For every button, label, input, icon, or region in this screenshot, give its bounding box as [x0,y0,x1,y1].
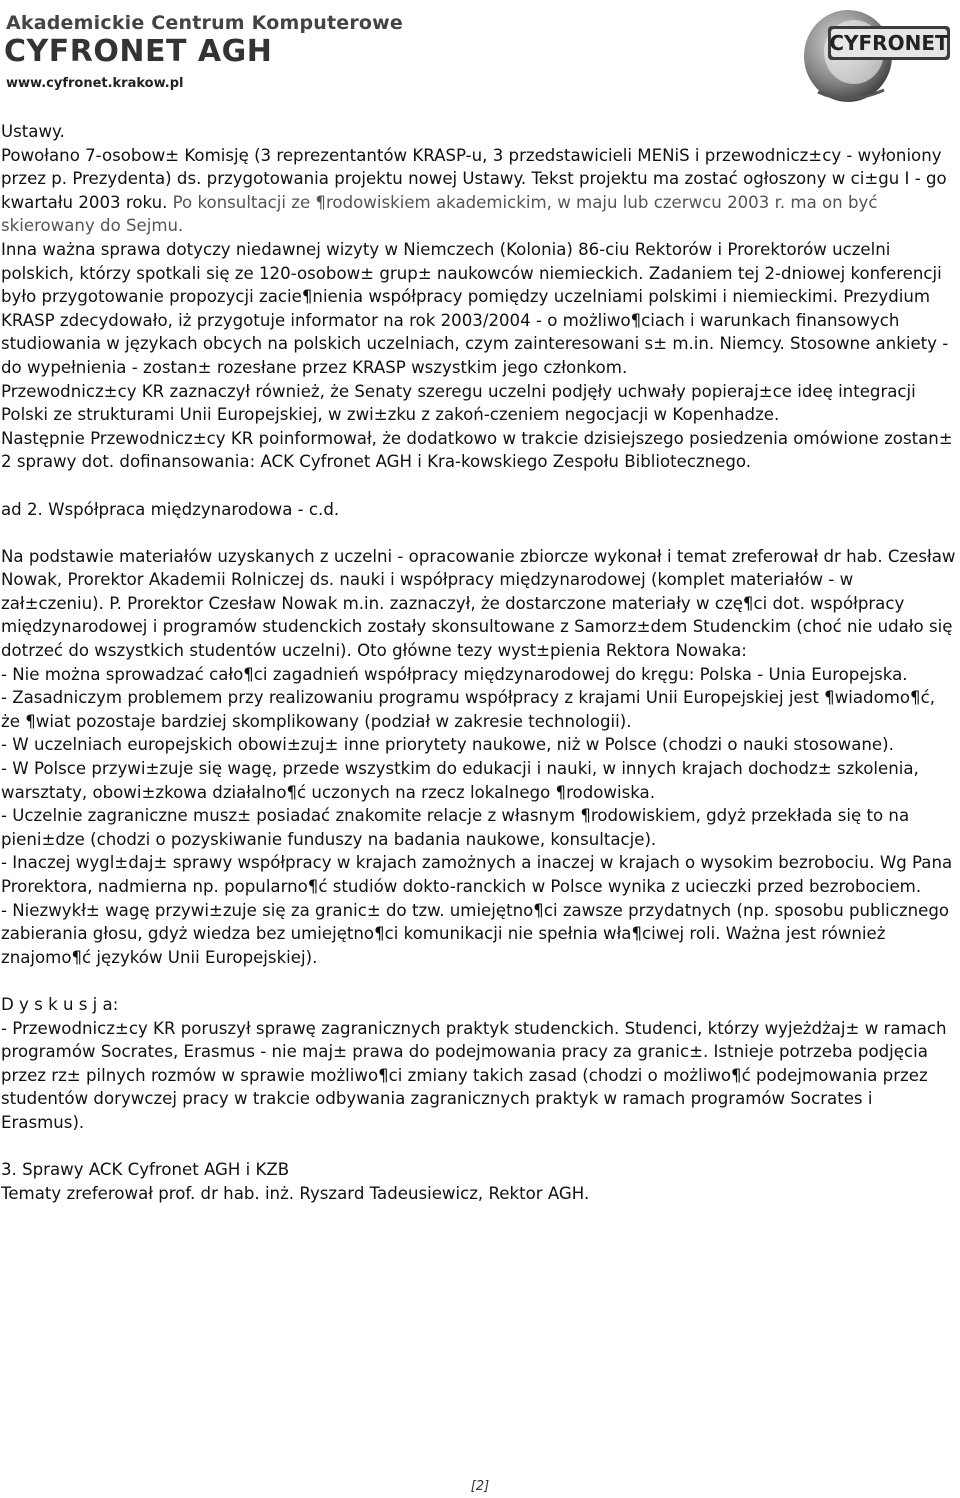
list-item: - Zasadniczym problemem przy realizowaniu programu współpracy z krajami Unii Europejskiej jest ¶wiadomo¶ć, że ¶wiat pozostaje bardziej skomplikowany (podział w zakresie technologii). [1,688,935,731]
page-number: [2] [470,1479,490,1494]
section-heading: ad 2. Współpraca międzynarodowa - c.d. [1,499,340,519]
paragraph: Przewodnicz±cy KR zaznaczył również, że Senaty szeregu uczelni podjęły uchwały popieraj±ce ideę integracji Polski ze strukturami Unii Europejskiej, w zwi±zku z zakoń-czeniem negocjacji w Kopenhadze. [1,381,916,425]
section-heading: 3. Sprawy ACK Cyfronet AGH i KZB [1,1160,290,1180]
paragraph: Powołano 7-osobow± Komisję (3 reprezentantów KRASP-u, 3 przedstawicieli MENiS i przewodnicz±cy - wyłoniony przez p. Prezydenta) ds. przygotowania projektu nowej Ustawy. Tekst projektu ma zostać ogłoszony w ci±gu I - go kwartału 2003 roku. Po konsultacji ze ¶rodowiskiem akademickim, w maju lub czerwcu 2003 r. ma on być skierowany do Sejmu. [1,145,947,236]
list-item: - W Polsce przywi±zuje się wagę, przede wszystkim do edukacji i nauki, w innych krajach dochodz± szkolenia, warsztaty, obowi±zkowa działalno¶ć uczonych na rzecz lokalnego ¶rodowiska. [1,759,919,802]
list-item: - Nie można sprowadzać cało¶ci zagadnień współpracy międzynarodowej do kręgu: Polska - Unia Europejska. [1,664,908,684]
paragraph: Następnie Przewodnicz±cy KR poinformował, że dodatkowo w trakcie dzisiejszego posiedzenia omówione zostan± 2 sprawy dot. dofinansowania: ACK Cyfronet AGH i Kra-kowskiego Zespołu Bibliotecznego. [1,428,953,472]
list-item: - W uczelniach europejskich obowi±zuj± inne priorytety naukowe, niż w Polsce (chodzi o nauki stosowane). [1,735,894,755]
paragraph: Ustawy. [1,122,65,141]
list-item: - Uczelnie zagraniczne musz± posiadać znakomite relacje z własnym ¶rodowiskiem, gdyż przekłada się to na pieni±dze (chodzi o pozyskiwanie funduszy na badania naukowe, konsultacje). [1,806,910,849]
org-name: Akademickie Centrum Komputerowe [6,12,404,34]
document-body [1,120,959,1205]
logo-text: CYFRONET [829,31,949,55]
cyfronet-logo [798,2,956,108]
paragraph: Tematy zreferował prof. dr hab. inż. Ryszard Tadeusiewicz, Rektor AGH. [1,1183,590,1203]
website-url: www.cyfronet.krakow.pl [6,76,184,91]
discussion-heading: D y s k u s j a: [1,994,119,1014]
paragraph: Inna ważna sprawa dotyczy niedawnej wizyty w Niemczech (Kolonia) 86-ciu Rektorów i Prorektorów uczelni polskich, którzy spotkali się ze 120-osobow± grup± naukowców niemieckich. Zadaniem tej 2-dniowej konferencji było przygotowanie propozycji zacie¶nienia współpracy pomiędzy uczelniami polskimi i niemieckimi. Prezydium KRASP zdecydowało, iż przygotuje informator na rok 2003/2004 - o możliwo¶ciach i warunkach finansowych studiowania w językach obcych na polskich uczelniach, czym zainteresowani s± m.in. Niemcy. Stosowne ankiety - do wypełnienia - zostan± rozesłane przez KRASP wszystkim jego członkom. [1,239,949,377]
page-header [0,0,960,110]
list-item: - Niezwykł± wagę przywi±zuje się za granic± do tzw. umiejętno¶ci zawsze przydatnych (np. sposobu publicznego zabierania głosu, gdyż wiedza bez umiejętno¶ci komunikacji nie spełnia wła¶ciwej roli. Ważna jest również znajomo¶ć języków Unii Europejskiej). [1,900,950,967]
org-title: CYFRONET AGH [4,34,273,69]
list-item: - Przewodnicz±cy KR poruszył sprawę zagranicznych praktyk studenckich. Studenci, którzy wyjeżdżaj± w ramach programów Socrates, Erasmus - nie maj± prawa do podejmowania pracy za granic±. Istnieje potrzeba podjęcia przez rz± pilnych rozmów w sprawie możliwo¶ci zmiany takich zasad (chodzi o możliwo¶ć podejmowania przez studentów dorywczej pracy w trakcie odbywania zagranicznych praktyk w ramach programów Socrates i Erasmus). [1,1018,947,1132]
paragraph: Na podstawie materiałów uzyskanych z uczelni - opracowanie zbiorcze wykonał i temat zreferował dr hab. Czesław Nowak, Prorektor Akademii Rolniczej ds. nauki i współpracy międzynarodowej (komplet materiałów - w zał±czeniu). P. Prorektor Czesław Nowak m.in. zaznaczył, że dostarczone materiały w czę¶ci dot. współpracy międzynarodowej i programów studenckich zostały skonsultowane z Samorz±dem Studenckim (choć nie udało się dotrzeć do wszystkich studentów uczelni). Oto główne tezy wyst±pienia Rektora Nowaka: [1,546,956,661]
list-item: - Inaczej wygl±daj± sprawy współpracy w krajach zamożnych a inaczej w krajach o wysokim bezrobociu. Wg Pana Prorektora, nadmierna np. popularno¶ć studiów dokto-ranckich w Polsce wynika z ucieczki przed bezrobociem. [1,853,953,896]
